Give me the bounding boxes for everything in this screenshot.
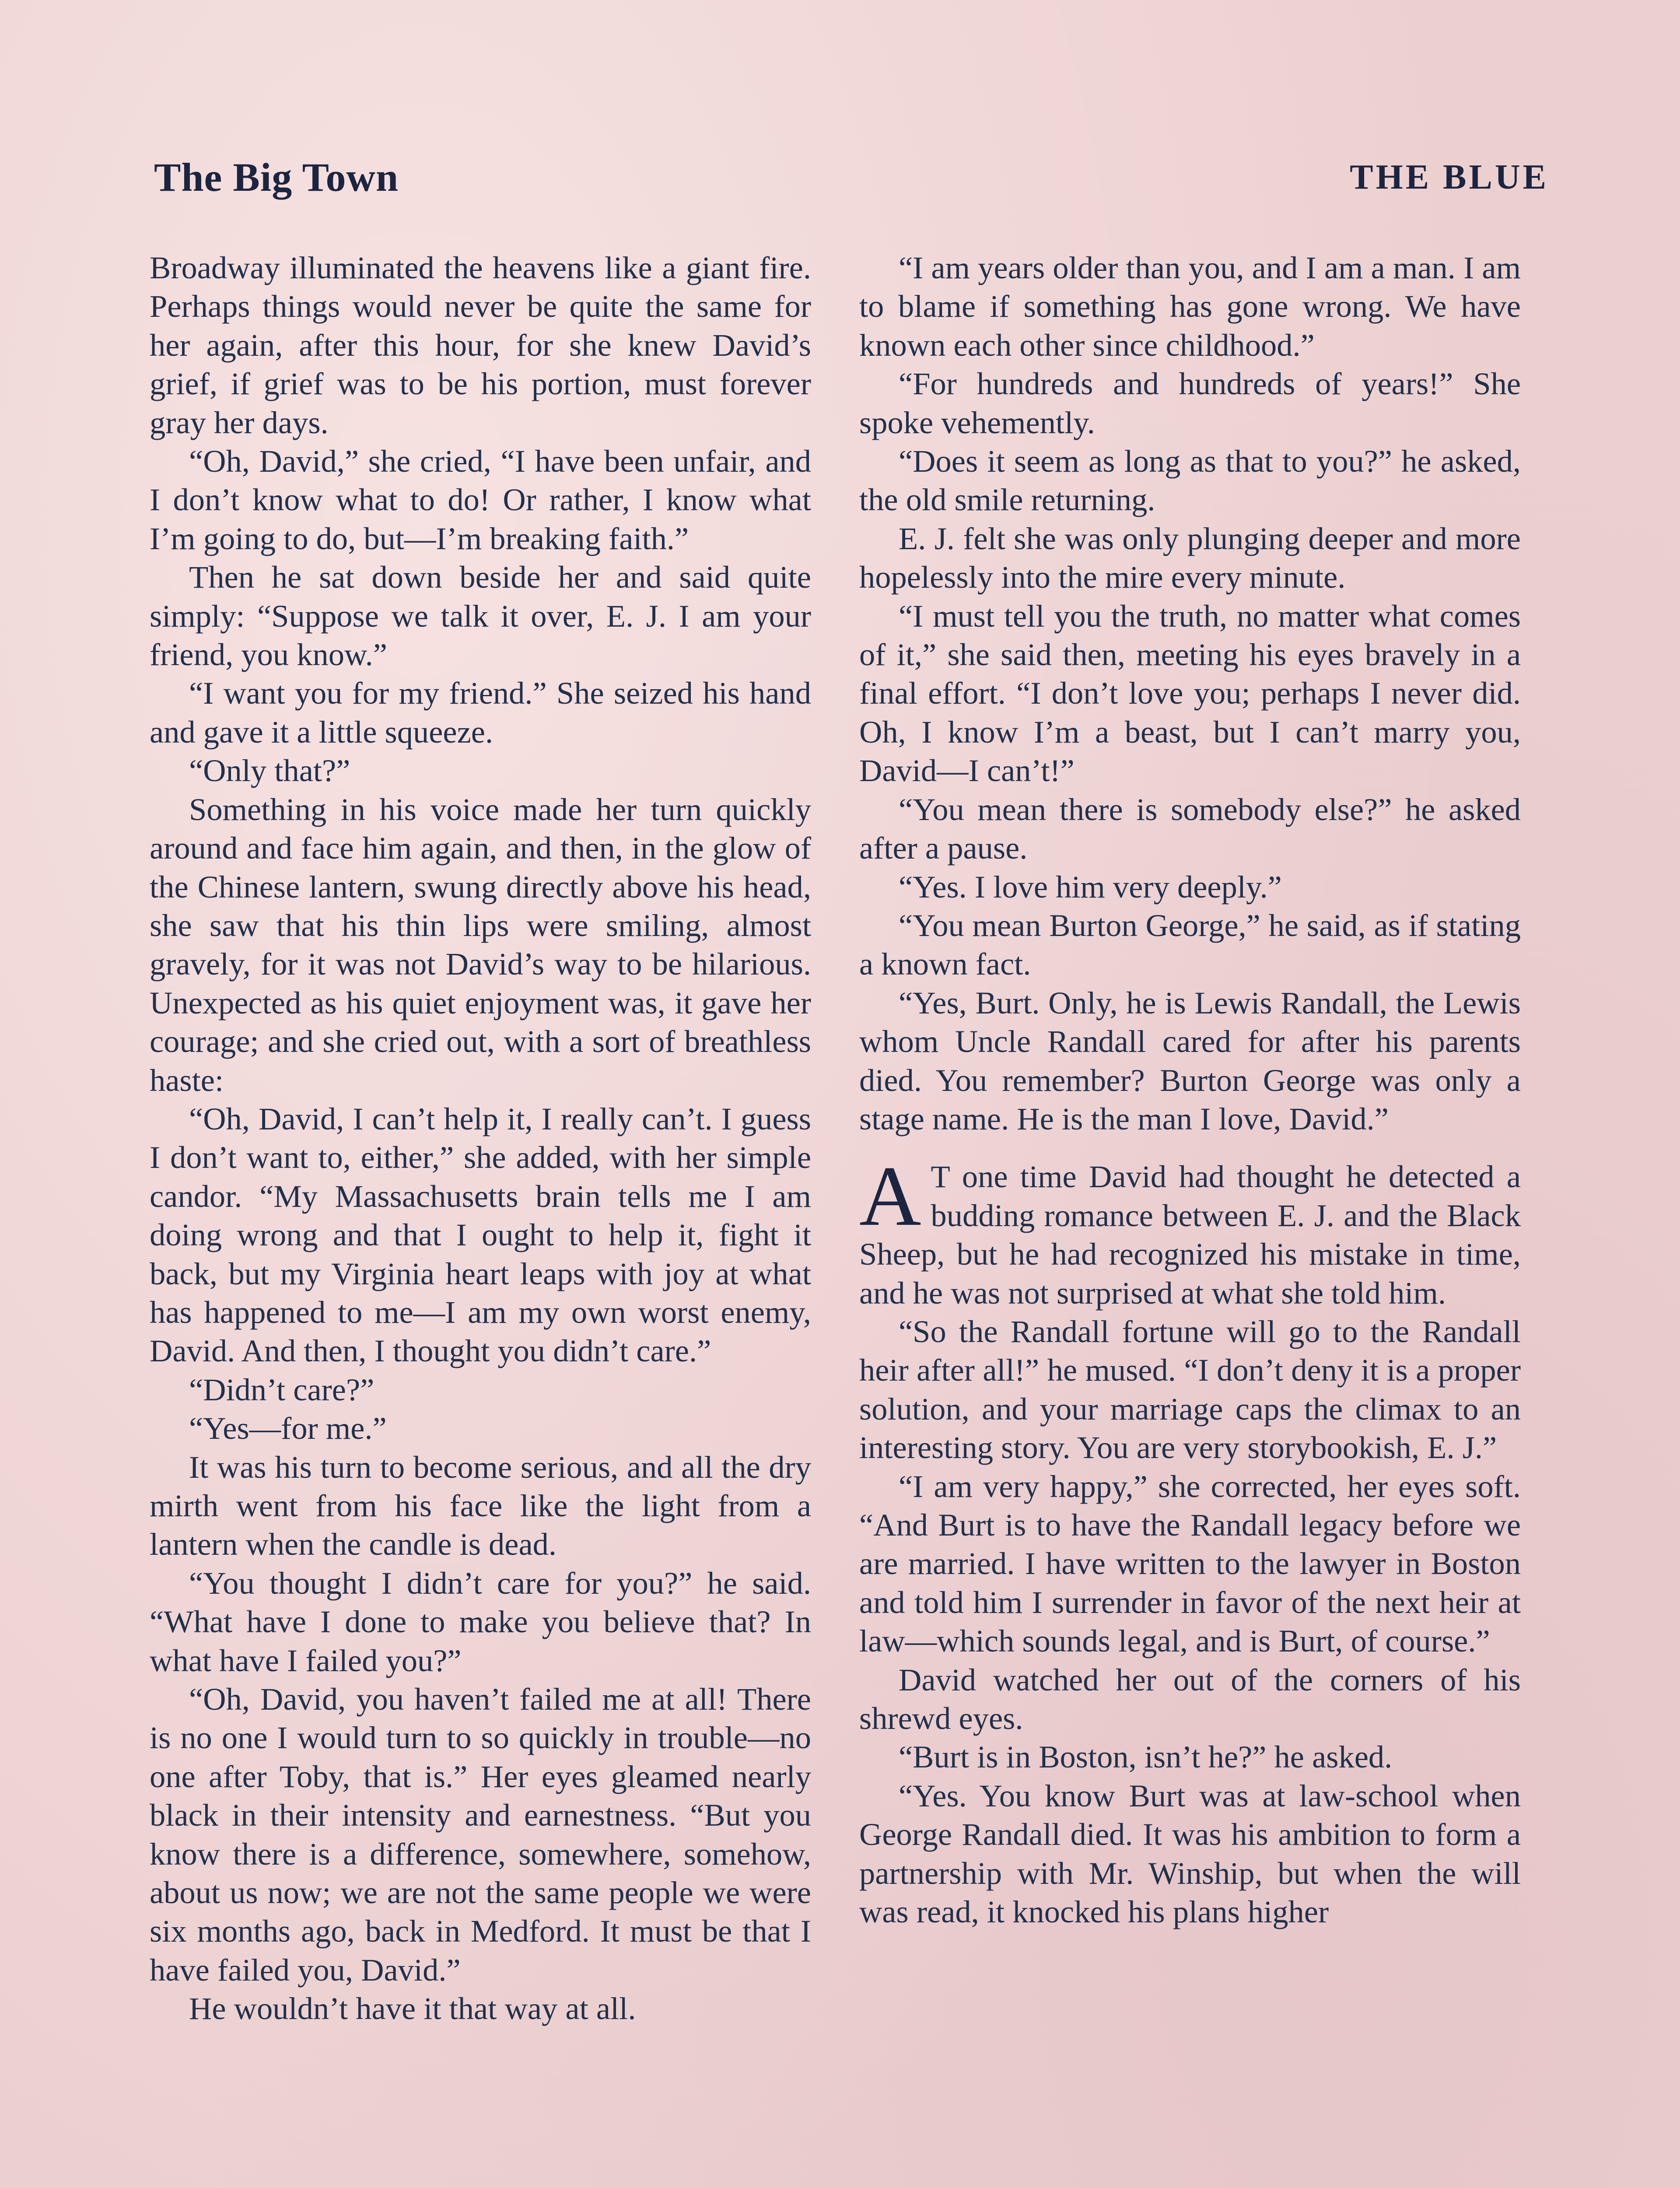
paragraph: “You mean there is somebody else?” he asked after a pause. <box>859 791 1521 866</box>
drop-cap-letter: A <box>859 1149 921 1244</box>
paragraph: “Burt is in Boston, isn’t he?” he asked. <box>899 1739 1393 1775</box>
paragraph: David watched her out of the corners of his shrewd eyes. <box>859 1662 1521 1736</box>
section-break <box>859 1138 1521 1157</box>
right-text-column <box>859 249 1521 1931</box>
paragraph: “I am very happy,” she corrected, her eyes soft. “And Burt is to have the Randall legacy before we are married. I have written to the lawyer in Boston and told him I surrender in favor of the next heir at law—which sounds legal, and is Burt, of course.” <box>859 1468 1521 1659</box>
paragraph: “Oh, David, I can’t help it, I really can’t. I guess I don’t want to, either,” she added, with her simple candor. “My Massachusetts brain tells me I am doing wrong and that I ought to help it, fight it back, but my Virginia heart leaps with joy at what has happened to me—I am my own worst enemy, David. And then, I thought you didn’t care.” <box>150 1101 811 1369</box>
paragraph: “Didn’t care?” <box>189 1371 374 1407</box>
paragraph: “I want you for my friend.” She seized his hand and gave it a little squeeze. <box>150 675 811 750</box>
paragraph: “Yes. You know Burt was at law-school when George Randall died. It was his ambition to form a partnership with Mr. Winship, but when the will was read, it knocked his plans higher <box>859 1778 1521 1930</box>
paragraph: “You thought I didn’t care for you?” he said. “What have I done to make you believe that? In what have I failed you?” <box>150 1565 811 1678</box>
running-head-story-title: The Big Town <box>154 155 399 200</box>
paragraph: It was his turn to become serious, and all the dry mirth went from his face like the light from a lantern when the candle is dead. <box>150 1449 811 1562</box>
paragraph: “Yes. I love him very deeply.” <box>899 869 1282 905</box>
paragraph: “Yes—for me.” <box>189 1410 387 1446</box>
paragraph: He wouldn’t have it that way at all. <box>189 1991 636 2027</box>
paragraph: Then he sat down beside her and said quite simply: “Suppose we talk it over, E. J. I am your friend, you know.” <box>150 559 811 673</box>
paragraph: “Yes, Burt. Only, he is Lewis Randall, the Lewis whom Uncle Randall cared for after his parents died. You remember? Burton George was only a stage name. He is the man I love, David.” <box>859 985 1521 1136</box>
paragraph: Something in his voice made her turn quickly around and face him again, and then, in the glow of the Chinese lantern, swung directly above his head, she saw that his thin lips were smiling, almost gravely, for it was not David’s way to be hilarious. Unexpected as his quiet enjoyment was, it gave her courage; and she cried out, with a sort of breathless haste: <box>150 791 811 1098</box>
paragraph: “So the Randall fortune will go to the Randall heir after all!” he mused. “I don’t deny it is a proper solution, and your marriage caps the climax to an interesting story. You are very storybookish, E. J.” <box>859 1313 1521 1466</box>
paragraph: “Oh, David, you haven’t failed me at all! There is no one I would turn to so quickly in trouble—no one after Toby, that is.” Her eyes gleamed nearly black in their intensity and earnestness. “But you know there is a difference, somewhere, somehow, about us now; we are not the same people we were six months ago, back in Medford. It must be that I have failed you, David.” <box>150 1681 811 1988</box>
paragraph: “Only that?” <box>189 753 350 789</box>
paragraph: Broadway illuminated the heavens like a giant fire. Perhaps things would never be quite the same for her again, after this hour, for she knew David’s grief, if grief was to be his portion, must forever gray her days. <box>150 250 811 440</box>
paragraph: “For hundreds and hundreds of years!” She spoke vehemently. <box>859 366 1521 440</box>
drop-cap-paragraph <box>859 1149 1521 1312</box>
paragraph: E. J. felt she was only plunging deeper and more hopelessly into the mire every minute. <box>859 520 1521 595</box>
paragraph: “Does it seem as long as that to you?” he asked, the old smile returning. <box>859 443 1521 518</box>
paragraph: “I am years older than you, and I am a man. I am to blame if something has gone wrong. We have known each other since childhood.” <box>859 250 1521 363</box>
paragraph: “I must tell you the truth, no matter what comes of it,” she said then, meeting his eyes bravely in a final effort. “I don’t love you; perhaps I never did. Oh, I know I’m a beast, but I can’t marry you, David—I can’t!” <box>859 598 1521 789</box>
paragraph: “Oh, David,” she cried, “I have been unfair, and I don’t know what to do! Or rather, I know what I’m going to do, but—I’m breaking faith.” <box>150 443 811 556</box>
left-text-column <box>150 249 811 2028</box>
paragraph: “You mean Burton George,” he said, as if stating a known fact. <box>859 907 1521 982</box>
drop-cap-paragraph-text: T one time David had thought he detected a budding romance between E. J. and the Black Sheep, but he had recognized his mistake in time, and he was not surprised at what she told him. <box>859 1159 1521 1311</box>
running-head-magazine-title: THE BLUE <box>1350 158 1549 196</box>
